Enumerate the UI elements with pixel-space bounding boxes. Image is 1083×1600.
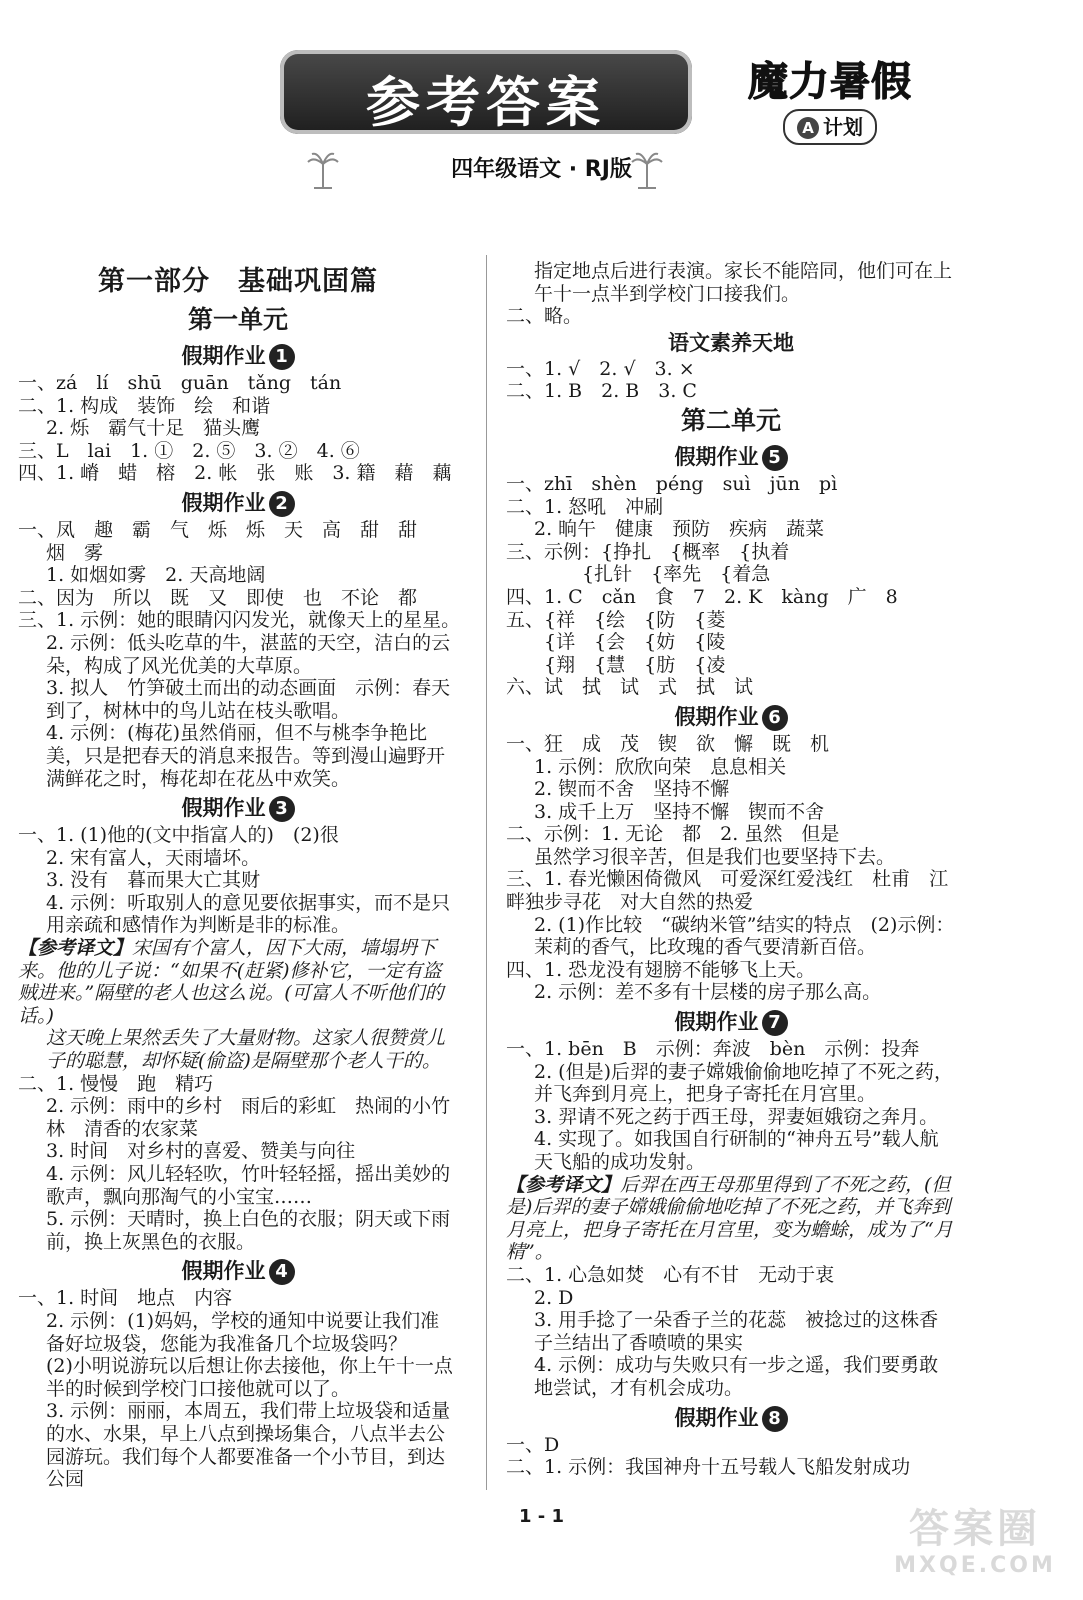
- answer-line: 一、zhī shèn péng suì jūn pì: [506, 472, 838, 495]
- answer-line: 三、1. 示例：她的眼睛闪闪发光，就像天上的星星。: [18, 609, 461, 632]
- answer-line: 一、凤 趣 霸 气 烁 烁 天 高 甜 甜: [18, 518, 418, 541]
- answer-line: 二、1. 怒吼 冲刷: [506, 495, 664, 518]
- translation-text: 后羿在西王母那里得到了不死之药，(但是)后羿的妻子嫦娥偷偷地吃掉了不死之药，并飞奔到月亮上，把身子寄托在月宫里，变为蟾蜍，成为了“月精”。: [506, 1173, 953, 1264]
- brand-letter-badge: A: [797, 117, 819, 139]
- answer-line: 六、试 拭 试 式 拭 试: [506, 676, 754, 699]
- answer-line: {翔 {慧 {肪 {凌: [506, 653, 726, 676]
- homework-number-badge: 2: [269, 491, 295, 517]
- answer-line: 2. D: [534, 1286, 574, 1309]
- homework-heading: [506, 442, 956, 472]
- translation-text: 这天晚上果然丢失了大量财物。这家人很赞赏儿子的聪慧，却怀疑(偷盗)是隔壁那个老人干的。: [46, 1027, 446, 1073]
- answer-paragraph: 2. 示例：低头吃草的牛，湛蓝的天空，洁白的云朵，构成了风光优美的大草原。: [46, 631, 451, 677]
- answer-paragraph: 2. (但是)后羿的妻子嫦娥偷偷地吃掉了不死之药，并飞奔到月亮上，把身子寄托在月宫里。: [534, 1060, 953, 1106]
- answer-paragraph: 3. 拟人 竹笋破土而出的动态画面 示例：春天到了，树林中的鸟儿站在枝头歌唱。: [46, 677, 451, 722]
- translation-label: 【参考译文】: [506, 1173, 621, 1196]
- answer-paragraph: 指定地点后进行表演。家长不能陪同，他们可在上午十一点半到学校门口接我们。: [534, 260, 953, 305]
- title-banner: [280, 50, 692, 134]
- answer-paragraph: 2. (1)作比较 “碳纳米管”结实的特点 (2)示例：茉莉的香气，比玫瑰的香气要清新百倍。: [534, 913, 955, 959]
- answer-line: 虽然学习很辛苦，但是我们也要坚持下去。: [534, 845, 896, 868]
- answer-line: 二、略。: [506, 305, 583, 328]
- homework-heading: [18, 341, 458, 371]
- answer-line: 四、1. 嵴 蜡 榕 2. 帐 张 账 3. 籍 藉 藕: [18, 462, 452, 485]
- answer-paragraph: 4. 示例：听取别人的意见要依据事实，而不是只用亲疏和感情作为判断是非的标准。: [46, 891, 451, 937]
- answer-paragraph: 4. 示例：风儿轻轻吹，竹叶轻轻摇，摇出美妙的歌声，飘向那淘气的小宝宝……: [46, 1163, 451, 1208]
- homework-number-badge: 5: [762, 445, 788, 471]
- answer-line: 二、示例：1. 无论 都 2. 虽然 但是: [506, 823, 840, 846]
- homework-label: 假期作业: [181, 344, 266, 368]
- answer-line: 2. 示例：差不多有十层楼的房子那么高。: [534, 981, 882, 1004]
- part-title: 第一部分 基础巩固篇: [98, 266, 378, 297]
- homework-heading: [506, 1403, 956, 1433]
- section-heading: 语文素养天地: [668, 330, 794, 355]
- left-column: [18, 258, 461, 1491]
- homework-label: 假期作业: [674, 704, 759, 729]
- answer-line: 二、1. 示例：我国神舟十五号载人飞船发射成功: [506, 1456, 911, 1479]
- translation-text: 宋国有个富人，因下大雨，墙塌坍下来。他的儿子说：“如果不(赶紧)修补它，一定有盗贼进来。”隔壁的老人也这么说。(可富人不听他们的话。): [18, 937, 444, 1027]
- brand-name: 魔力暑假: [748, 59, 912, 105]
- answer-paragraph: 2. 示例：雨中的乡村 雨后的彩虹 热闹的小竹林 清香的农家菜: [46, 1095, 451, 1140]
- answer-line: {扎针 {率先 {着急: [506, 563, 771, 586]
- brand-plan-badge: [783, 109, 877, 145]
- homework-heading: [18, 1256, 458, 1286]
- answer-line: 3. 成千上万 坚持不懈 锲而不舍: [534, 800, 825, 823]
- homework-heading: [506, 702, 956, 732]
- unit-title: 第二单元: [680, 405, 781, 435]
- homework-number-badge: 3: [269, 796, 295, 822]
- answer-paragraph: 3. 用手捻了一朵香子兰的花蕊 被捻过的这株香子兰结出了香喷喷的果实: [534, 1309, 939, 1354]
- answer-paragraph: 4. 实现了。如我国自行研制的“神舟五号”载人航天飞船的成功发射。: [534, 1128, 939, 1173]
- homework-label: 假期作业: [674, 1405, 759, 1430]
- reference-translation: [18, 937, 458, 1027]
- homework-label: 假期作业: [181, 1259, 266, 1284]
- answer-line: {详 {会 {妨 {陵: [506, 631, 726, 654]
- answer-line: 一、1. (1)他的(文中指富人的) (2)很: [18, 824, 339, 847]
- right-column: [506, 260, 956, 1479]
- answer-line: 一、狂 成 茂 锲 欲 懈 既 机: [506, 732, 830, 755]
- homework-heading: [506, 1007, 956, 1037]
- answer-paragraph: 5. 示例：天晴时，换上白色的衣服；阴天或下雨前，换上灰黑色的衣服。: [46, 1208, 451, 1253]
- answer-line: 3. 没有 暮而果大亡其财: [46, 869, 261, 892]
- answer-paragraph: (2)小明说游玩以后想让你去接他，你上午十一点半的时候到学校门口接他就可以了。: [46, 1355, 453, 1400]
- grade-subject-subtitle: 四年级语文 · RJ版: [451, 157, 632, 182]
- answer-line: 2. 锲而不舍 坚持不懈: [534, 778, 730, 801]
- answer-paragraph: 4. 示例：成功与失败只有一步之遥，我们要勇敢地尝试，才有机会成功。: [534, 1354, 939, 1399]
- answer-line: 五、{祥 {绘 {防 {菱: [506, 608, 726, 631]
- answer-paragraph: 3. 羿请不死之药于西王母，羿妻姮娥窃之奔月。: [534, 1105, 939, 1128]
- column-divider: [486, 255, 487, 1490]
- answer-line: 二、1. 心急如焚 心有不甘 无动于衷: [506, 1263, 835, 1286]
- watermark-logo-text: 答案圈: [909, 1506, 1041, 1552]
- answer-line: 3. 时间 对乡村的喜爱、赞美与向往: [46, 1140, 356, 1163]
- answer-line: 一、D: [506, 1433, 560, 1456]
- watermark-url: MXQE.COM: [894, 1553, 1056, 1578]
- answer-paragraph: 2. 示例：(1)妈妈，学校的通知中说要让我们准备好垃圾袋，您能为我准备几个垃圾袋吗？: [46, 1309, 440, 1355]
- answer-line: 2. 烁 霸气十足 猫头鹰: [46, 417, 261, 440]
- homework-number-badge: 7: [762, 1010, 788, 1036]
- homework-label: 假期作业: [674, 1010, 759, 1035]
- banner-title: 参考答案: [366, 71, 606, 134]
- answer-line: 烟 雾: [46, 541, 104, 564]
- answer-line: 一、1. bēn B 示例：奔波 bèn 示例：投奔: [506, 1038, 920, 1061]
- unit-title: 第一单元: [187, 305, 288, 334]
- translation-label: 【参考译文】: [18, 937, 133, 960]
- homework-label: 假期作业: [181, 490, 266, 515]
- answer-line: 一、1. 时间 地点 内容: [18, 1287, 233, 1310]
- answer-line: 四、1. C cǎn 食 7 2. K kàng 广 8: [506, 585, 898, 608]
- reference-translation: [506, 1174, 956, 1264]
- answer-line: 1. 如烟如雾 2. 天高地阔: [46, 564, 266, 587]
- answer-line: 二、1. 构成 装饰 绘 和谐: [18, 394, 271, 417]
- homework-number-badge: 1: [269, 344, 295, 370]
- answer-line: 2. 晌午 健康 预防 疾病 蔬菜: [534, 518, 825, 541]
- answer-line: 二、因为 所以 既 又 即使 也 不论 都: [18, 586, 418, 609]
- homework-number-badge: 4: [269, 1259, 295, 1285]
- homework-label: 假期作业: [674, 444, 759, 469]
- answer-line: 三、L lai 1. ① 2. ⑤ 3. ② 4. ⑥: [18, 439, 360, 462]
- homework-heading: [18, 488, 458, 518]
- answer-line: 二、1. B 2. B 3. C: [506, 380, 697, 403]
- answer-line: 二、1. 慢慢 跑 精巧: [18, 1072, 214, 1095]
- answer-paragraph: 三、1. 春光懒困倚微风 可爱深红爱浅红 杜甫 江畔独步寻花 对大自然的热爱: [506, 868, 949, 914]
- answer-line: 1. 示例：欣欣向荣 息息相关: [534, 755, 787, 778]
- brand-plan-text: 计划: [823, 115, 863, 139]
- answer-line: 2. 宋有富人，天雨墙坏。: [46, 846, 261, 869]
- answer-line: 三、示例：{挣扎 {概率 {执着: [506, 540, 790, 563]
- answer-line: 一、zá lí shū guān tǎng tán: [18, 372, 342, 394]
- homework-number-badge: 6: [762, 705, 788, 731]
- palm-tree-icon: [630, 150, 664, 190]
- homework-number-badge: 8: [762, 1406, 788, 1432]
- homework-heading: [18, 793, 458, 823]
- answer-line: 四、1. 恐龙没有翅膀不能够飞上天。: [506, 958, 816, 981]
- answer-line: 一、1. √ 2. √ 3. ×: [506, 357, 695, 380]
- answer-paragraph: 3. 示例：丽丽，本周五，我们带上垃圾袋和适量的水、水果，早上八点到操场集合，八点半去公园游玩。我们每个人都要准备一个小节目，到达公园: [46, 1400, 451, 1491]
- homework-label: 假期作业: [181, 796, 266, 821]
- brand-logo: [730, 50, 930, 145]
- page-number: 1 - 1: [518, 1506, 565, 1527]
- answer-paragraph: 4. 示例：(梅花)虽然俏丽，但不与桃李争艳比美，只是把春天的消息来报告。等到漫山遍野开满鲜花之时，梅花却在花丛中欢笑。: [46, 722, 446, 790]
- site-watermark: [880, 1505, 1070, 1590]
